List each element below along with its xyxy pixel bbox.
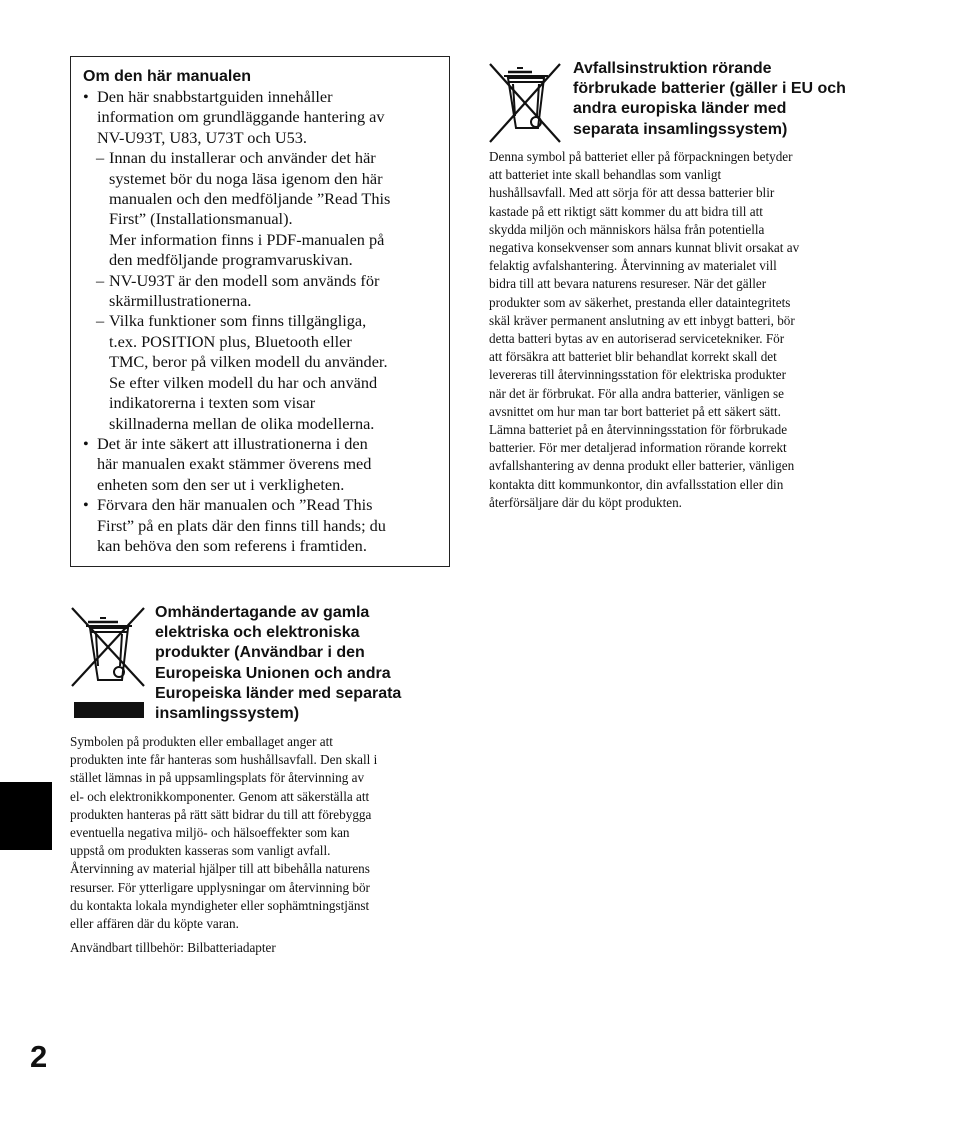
battery-body-line: batterier. För mer detaljerad information rörande korrekt: [489, 440, 787, 456]
battery-body-line: avfallshantering av denna produkt eller batterier, vänligen: [489, 458, 795, 474]
weee-heading-line: Omhändertagande av gamla: [155, 604, 370, 621]
weee-body-line: uppstå om produkten kasseras som vanligt avfall.: [70, 843, 331, 859]
battery-body-line: hushållsavfall. Med att sörja för att dessa batterier blir: [489, 185, 775, 201]
battery-body-line: när det är förbrukat. För alla andra batterier, vänligen se: [489, 385, 784, 401]
dash-mark: –: [96, 311, 105, 331]
weee-body-line: el- och elektronikkomponenter. Genom att säkerställa att: [70, 788, 370, 804]
manual-bullet-list: [83, 87, 439, 556]
sub-3-line: t.ex. POSITION plus, Bluetooth eller: [109, 331, 352, 351]
dash-mark: –: [96, 270, 105, 290]
dash-mark: –: [96, 148, 105, 168]
weee-heading-line: elektriska och elektroniska: [155, 624, 360, 642]
manual-bullet-2: [83, 434, 439, 495]
bullet-1-line: Den här snabbstartguiden innehåller: [97, 87, 333, 106]
weee-body-line: Symbolen på produkten eller emballaget anger att: [70, 734, 333, 749]
sub-1-line: systemet bör du noga läsa igenom den här: [109, 168, 383, 188]
battery-body-line: levereras till återvinningsstation för elektriska produkter: [489, 367, 786, 383]
bullet-mark: •: [83, 87, 89, 106]
sub-1-extra-line: Mer information finns i PDF-manualen på: [109, 229, 385, 249]
battery-body-line: negativa konsekvenser som annars kunnat blivit orsakat av: [489, 240, 800, 256]
battery-body-line: återförsäljare där du köpt produkten.: [489, 494, 682, 510]
bullet-1-line: information om grundläggande hantering av: [97, 107, 385, 127]
section-edge-tab: [0, 782, 52, 850]
weee-body: [70, 733, 450, 933]
manual-bullet-3: [83, 495, 439, 556]
weee-body-line: resurser. För ytterligare upplysningar om återvinning bör: [70, 879, 370, 895]
sub-3-line: Se efter vilken modell du har och använd: [109, 372, 378, 392]
weee-heading-line: Europeiska Unionen och andra: [155, 664, 391, 682]
weee-body-line: produkten hanteras på rätt sätt bidrar du till att förebygga: [70, 806, 372, 822]
weee-body-line: du kontakta lokala myndigheter eller sophämtningstjänst: [70, 897, 370, 913]
battery-body-line: felaktig avfalshantering. Återvinning av materialet vill: [489, 258, 777, 274]
weee-body-line: eventuella negativa miljö- och hälsoeffekter som kan: [70, 825, 350, 841]
sub-1-extra-line: den medföljande programvaruskivan.: [109, 250, 353, 270]
weee-body-line: stället lämnas in på uppsamlingsplats för återvinning av: [70, 770, 365, 786]
manual-sub-2: [83, 271, 439, 312]
battery-body-line: kastade på ett riktigt sätt kommer du att bidra till att: [489, 203, 763, 219]
sub-1-line: First” (Installationsmanual).: [109, 209, 293, 229]
battery-body-line: Denna symbol på batteriet eller på förpackningen betyder: [489, 149, 793, 164]
battery-heading-line: andra europiska länder med: [573, 100, 787, 118]
sub-1-line: Innan du installerar och använder det här: [109, 148, 376, 168]
page-number: 2: [30, 1039, 48, 1074]
sub-3-line: Vilka funktioner som finns tillgängliga,: [109, 311, 367, 331]
battery-body-line: skäl kräver permanent anslutning av ett inbygt batteri, bör: [489, 312, 795, 328]
bullet-2-line: Det är inte säkert att illustrationerna i den: [97, 433, 368, 453]
bullet-3-line: Förvara den här manualen och ”Read This: [97, 495, 373, 515]
battery-heading-line: förbrukade batterier (gäller i EU och: [573, 80, 846, 98]
weee-heading: [155, 603, 445, 724]
weee-heading-line: Europeiska länder med separata: [155, 684, 402, 702]
weee-heading-line: insamlingssystem): [155, 705, 300, 723]
battery-body-line: avsnittet om hur man tar bort batteriet på ett säkert sätt.: [489, 403, 781, 419]
weee-body-line: Återvinning av material hjälper till att bibehålla naturens: [70, 861, 370, 877]
battery-body-line: skydda miljön och människors hälsa från potentiella: [489, 221, 765, 237]
battery-body-line: att batteriet inte skall behandlas som vanligt: [489, 167, 722, 183]
sub-3-line: indikatorerna i texten som visar: [109, 393, 316, 413]
battery-body-line: produkter som av säkerhet, prestanda eller dataintegritets: [489, 294, 791, 310]
sub-3-line: skillnaderna mellan de olika modellerna.: [109, 413, 375, 433]
battery-body-line: bidra till att bevara naturens resureser. När det gäller: [489, 276, 767, 292]
battery-body-line: att försäkra att batteriet blir behandlat korrekt skall det: [489, 349, 777, 365]
bullet-3-line: First” på en plats där den finns till hands; du: [97, 515, 386, 535]
manual-sub-1: [83, 148, 439, 270]
battery-body: [489, 148, 869, 512]
manual-box-title: Om den här manualen: [83, 68, 252, 85]
battery-heading-line: Avfallsinstruktion rörande: [573, 60, 772, 77]
sub-2-line: skärmillustrationerna.: [109, 291, 252, 311]
weee-body-line: eller affären där du köpte varan.: [70, 916, 239, 932]
sub-3-line: TMC, beror på vilken modell du använder.: [109, 352, 388, 372]
weee-body-line: produkten inte får hanteras som hushållsavfall. Den skall i: [70, 752, 378, 768]
manual-bullet-1: [83, 87, 439, 434]
bullet-1-line: NV-U93T, U83, U73T och U53.: [97, 127, 307, 147]
bullet-3-line: kan behöva den som referens i framtiden.: [97, 535, 367, 555]
manual-info-box: [70, 56, 450, 567]
sub-1-line: manualen och den medföljande ”Read This: [109, 189, 391, 209]
manual-sub-3: [83, 311, 439, 433]
accessory-note: Användbart tillbehör: Bilbatteriadapter: [70, 940, 276, 955]
battery-heading-line: separata insamlingssystem): [573, 120, 788, 138]
weee-heading-line: produkter (Användbar i den: [155, 644, 365, 662]
weee-bin-icon: [70, 606, 146, 725]
bullet-2-line: här manualen exakt stämmer överens med: [97, 454, 372, 474]
bullet-mark: •: [83, 433, 89, 453]
bullet-mark: •: [83, 495, 89, 515]
battery-body-line: detta batteri bytas av en autoriserad servicetekniker. För: [489, 331, 785, 347]
battery-bin-icon: [488, 62, 562, 151]
sub-2-line: NV-U93T är den modell som används för: [109, 270, 380, 290]
battery-body-line: Lämna batteriet på en återvinningsstation för förbrukade: [489, 422, 788, 438]
battery-body-line: kontakta ditt kommunkontor, din avfallsstation eller din: [489, 476, 784, 492]
bullet-2-line: enheten som den ser ut i verkligheten.: [97, 474, 345, 494]
battery-heading: [573, 59, 873, 140]
